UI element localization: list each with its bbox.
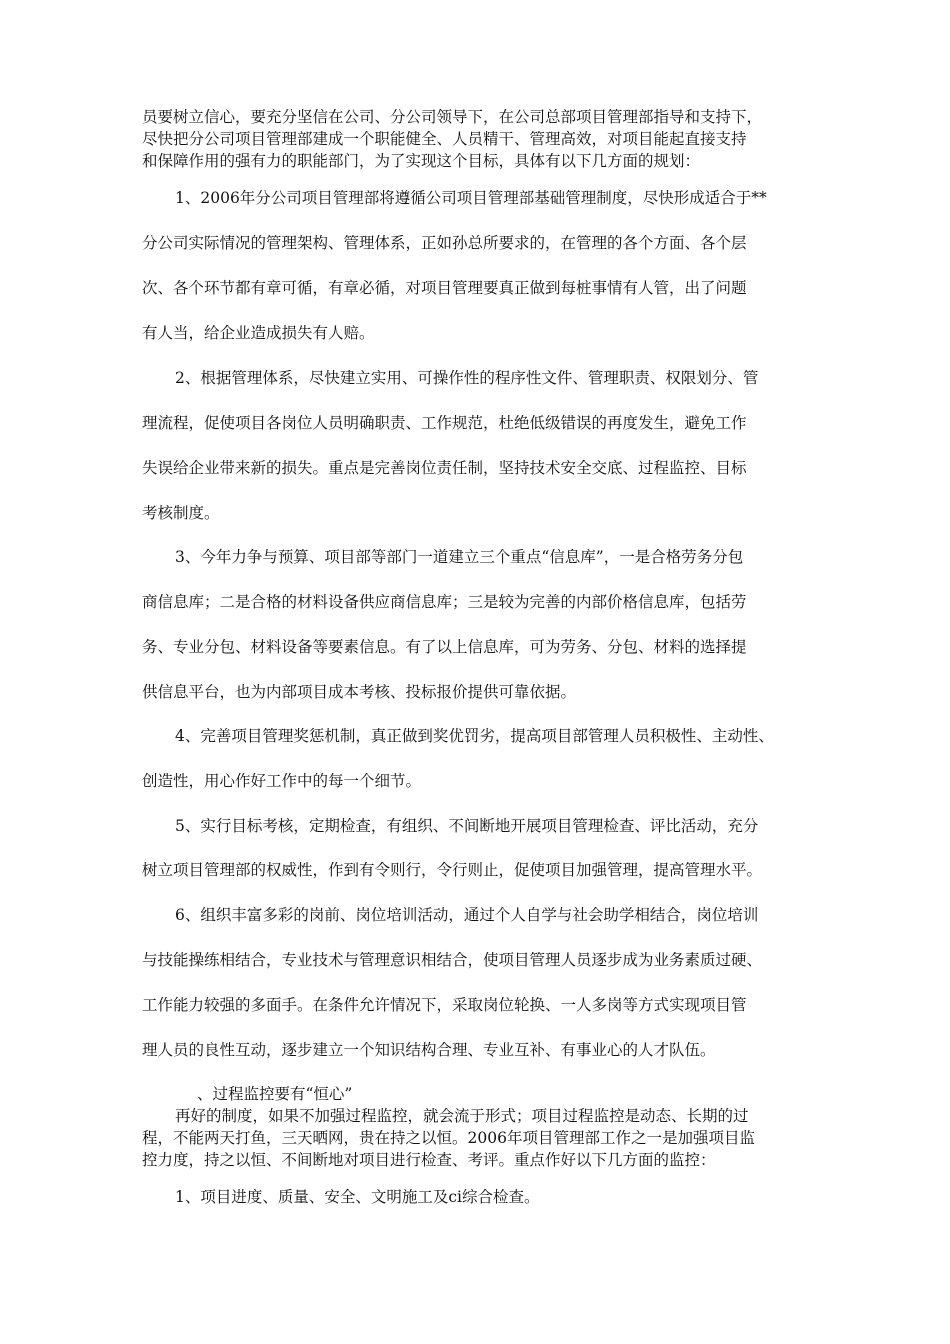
intro-line: 和保障作用的强有力的职能部门，为了实现这个目标，具体有以下几方面的规划：	[142, 152, 701, 170]
item-6-line: 工作能力较强的多面手。在条件允许情况下，采取岗位轮换、一人多岗等方式实现项目管	[142, 996, 747, 1014]
item-3-line: 商信息库；二是合格的材料设备供应商信息库；三是较为完善的内部价格信息库，包括劳	[142, 593, 747, 611]
item-2-line: 理流程，促使项目各岗位人员明确职责、工作规范，杜绝低级错误的再度发生，避免工作	[142, 414, 747, 432]
section-body-line: 程，不能两天打鱼，三天晒网，贵在持之以恒。2006年项目管理部工作之一是加强项目监	[142, 1129, 755, 1147]
item-4-line: 创造性，用心作好工作中的每一个细节。	[142, 772, 422, 790]
item-3-line: 供信息平台，也为内部项目成本考核、投标报价提供可靠依据。	[142, 683, 577, 701]
item-1-line: 次、各个环节都有章可循，有章必循，对项目管理要真正做到每桩事情有人管，出了问题	[142, 279, 747, 297]
intro-line: 尽快把分公司项目管理部建成一个职能健全、人员精干、管理高效，对项目能起直接支持	[142, 130, 747, 148]
item-1-line: 1、2006年分公司项目管理部将遵循公司项目管理部基础管理制度，尽快形成适合于**	[175, 189, 767, 207]
item-1-line: 分公司实际情况的管理架构、管理体系，正如孙总所要求的，在管理的各个方面、各个层	[142, 234, 747, 252]
item-2-line: 失误给企业带来新的损失。重点是完善岗位责任制，坚持技术安全交底、过程监控、目标	[142, 459, 747, 477]
intro-line: 员要树立信心，要充分坚信在公司、分公司领导下，在公司总部项目管理部指导和支持下，	[142, 108, 763, 126]
item-3-line: 3、今年力争与预算、项目部等部门一道建立三个重点“信息库”，一是合格劳务分包	[175, 548, 744, 566]
item-6-line: 与技能操练相结合，专业技术与管理意识相结合，使项目管理人员逐步成为业务素质过硬、	[142, 951, 763, 969]
section-body-line: 再好的制度，如果不加强过程监控，就会流于形式；项目过程监控是动态、长期的过	[175, 1107, 749, 1125]
item-6-line: 6、组织丰富多彩的岗前、岗位培训活动，通过个人自学与社会助学相结合，岗位培训	[175, 906, 759, 924]
section-heading: 、过程监控要有“恒心”	[197, 1085, 353, 1103]
item-6-line: 理人员的良性互动，逐步建立一个知识结构合理、专业互补、有事业心的人才队伍。	[142, 1041, 716, 1059]
item-1-line: 有人当，给企业造成损失有人赔。	[142, 324, 375, 342]
item-2-line: 2、根据管理体系，尽快建立实用、可操作性的程序性文件、管理职责、权限划分、管	[175, 369, 759, 387]
item-5-line: 5、实行目标考核，定期检查，有组织、不间断地开展项目管理检查、评比活动，充分	[175, 817, 759, 835]
item-5-line: 树立项目管理部的权威性，作到有令则行，令行则止，促使项目加强管理，提高管理水平。	[142, 861, 763, 879]
item-4-line: 4、完善项目管理奖惩机制，真正做到奖优罚劣，提高项目部管理人员积极性、主动性、	[175, 727, 774, 745]
section-body-line: 控力度，持之以恒、不间断地对项目进行检查、考评。重点作好以下几方面的监控：	[142, 1151, 716, 1169]
section-item-1: 1、项目进度、质量、安全、文明施工及ci综合检查。	[175, 1188, 540, 1206]
item-2-line: 考核制度。	[142, 504, 220, 522]
item-3-line: 务、专业分包、材料设备等要素信息。有了以上信息库，可为劳务、分包、材料的选择提	[142, 638, 747, 656]
